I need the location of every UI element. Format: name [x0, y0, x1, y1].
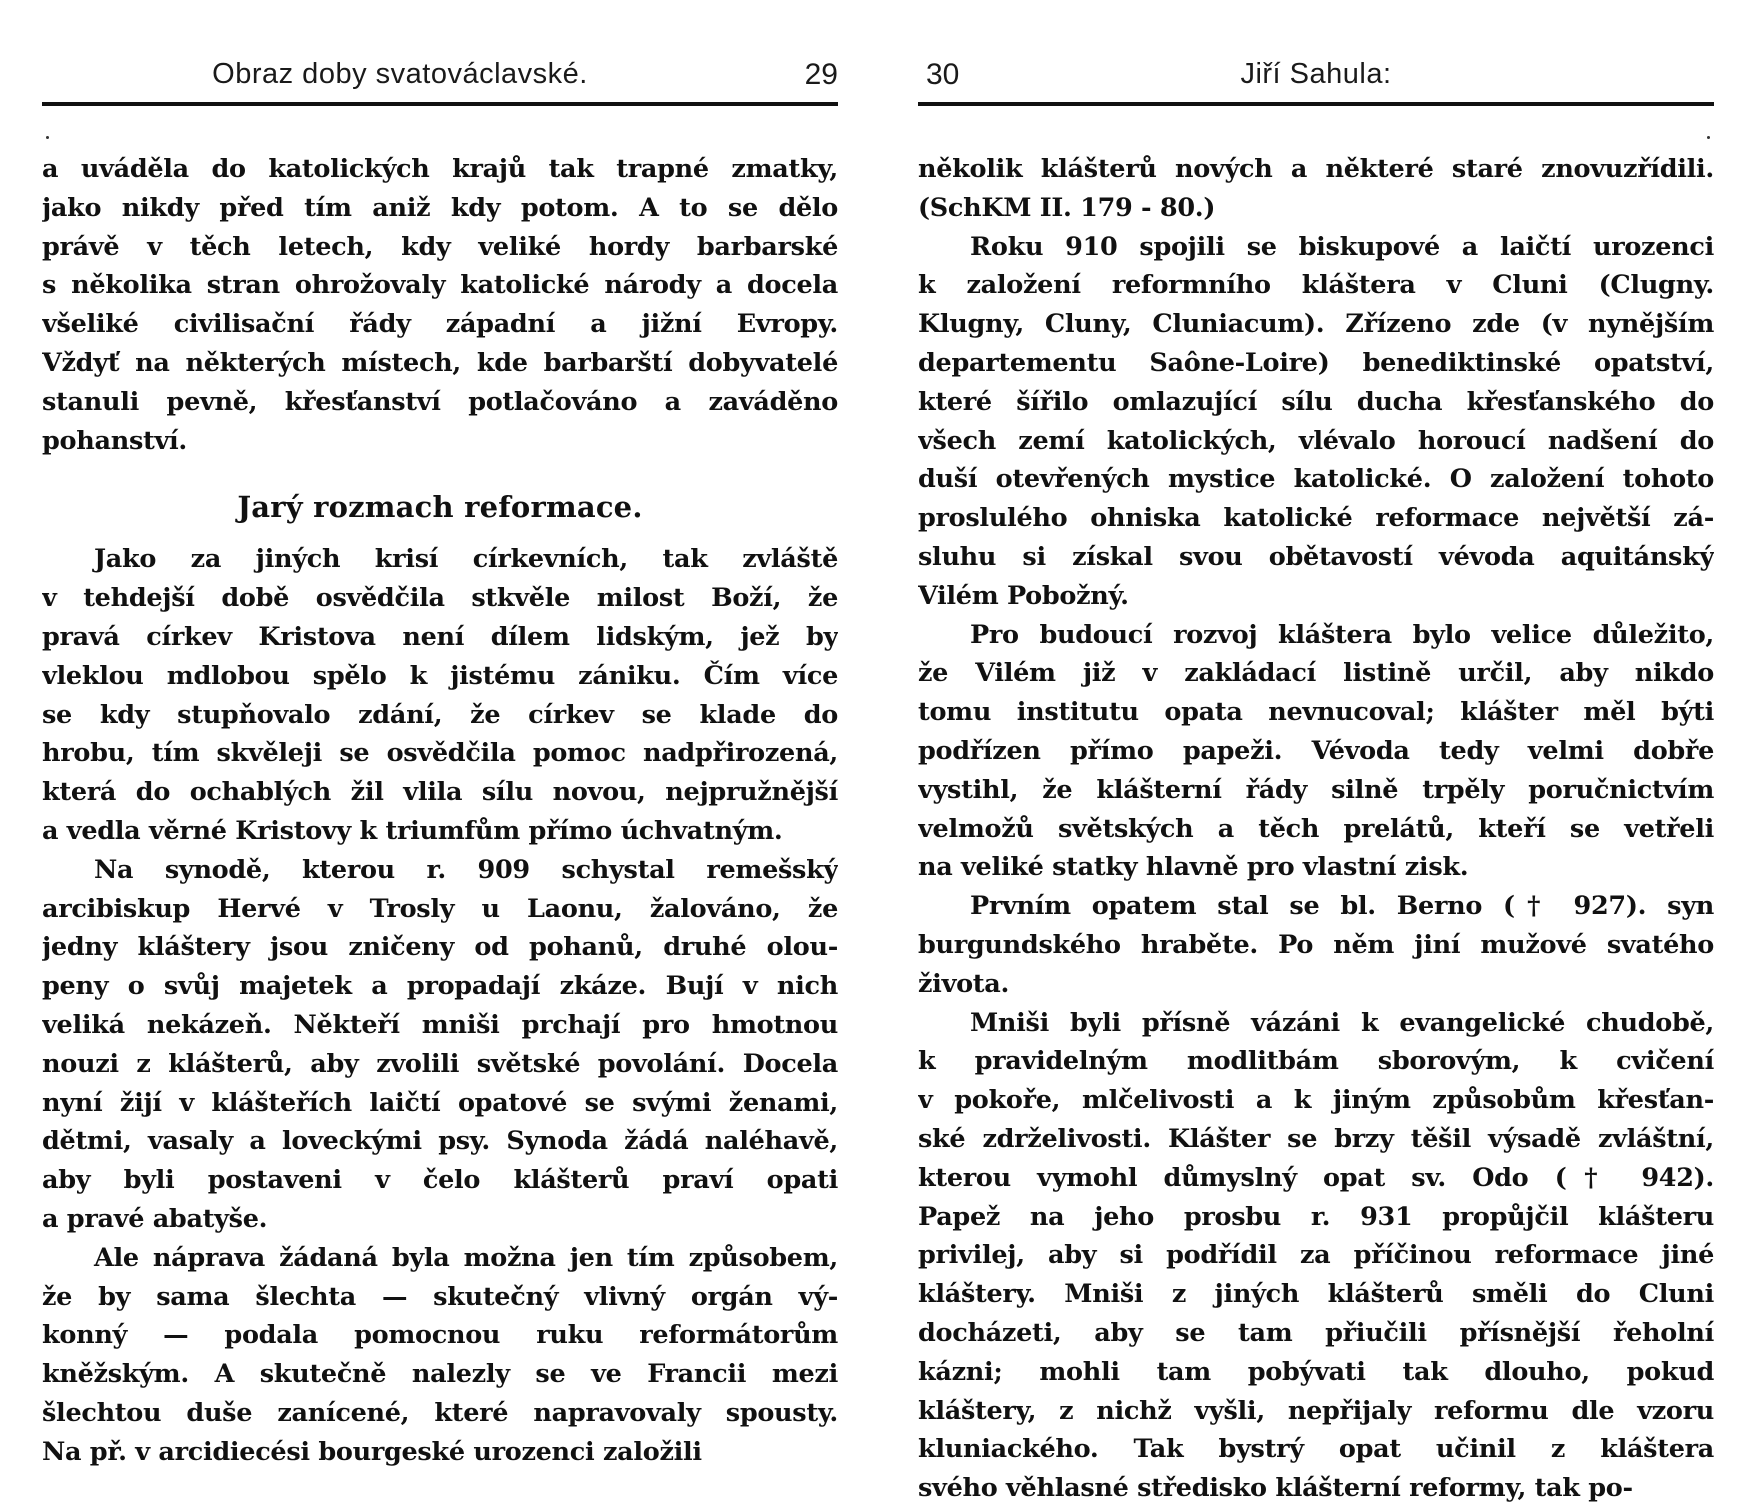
text-line: nyní žijí v klášteřích laičtí opatové se svými ženami,: [42, 1087, 838, 1118]
text-line: jako nikdy před tím aniž kdy potom. A to se dělo: [42, 192, 838, 223]
text-line: Jako za jiných krisí církevních, tak zvláště: [94, 544, 838, 575]
text-line: kterou vymohl důmyslný opat sv. Odo († 942).: [918, 1162, 1714, 1193]
text-line: na veliké statky hlavně pro vlastní zisk.: [918, 852, 1469, 883]
paragraph: [918, 616, 1714, 888]
text-line: konný — podala pomocnou ruku reformátorům: [42, 1320, 838, 1351]
running-head: [42, 58, 838, 98]
text-line: všech zemí katolických, vlévalo horoucí nadšení do: [918, 425, 1714, 456]
text-line: v pokoře, mlčelivosti a k jiným způsobům křesťan-: [918, 1085, 1714, 1116]
text-line: Klugny, Cluny, Cluniacum). Zřízeno zde (v nynějším: [918, 309, 1714, 340]
text-line: docházeti, aby se tam přiučili přísnější řeholní: [918, 1317, 1714, 1348]
text-line: kláštery. Mniši z jiných klášterů směli do Cluni: [918, 1279, 1714, 1310]
paragraph: [42, 540, 838, 850]
text-line: proslulého ohniska katolické reformace největší zá-: [918, 503, 1714, 534]
text-line: k pravidelným modlitbám sborovým, k cvičení: [918, 1046, 1714, 1077]
text-line: kázni; mohli tam pobývati tak dlouho, pokud: [918, 1356, 1714, 1387]
text-line: a uváděla do katolických krajů tak trapné zmatky,: [42, 154, 838, 184]
text-line: dětmi, vasaly a loveckými psy. Synoda žádá naléhavě,: [42, 1126, 838, 1157]
text-line: Pro budoucí rozvoj kláštera bylo velice důležito,: [970, 619, 1714, 650]
paragraph: [42, 1239, 838, 1472]
text-line: pravá církev Kristova není dílem lidským, jež by: [42, 621, 838, 652]
text-line: kluniackého. Tak bystrý opat učinil z kláštera: [918, 1434, 1714, 1465]
text-line: šlechtou duše zanícené, které napravovaly spousty.: [42, 1397, 838, 1428]
text-line: s několika stran ohrožovaly katolické národy a docela: [42, 270, 838, 301]
text-line: svého věhlasné středisko klášterní reformy, tak po-: [918, 1473, 1633, 1504]
section-heading: Jarý rozmach reformace.: [237, 490, 643, 525]
paragraph: [918, 228, 1714, 616]
text-line: duší otevřených mystice katolické. O založení tohoto: [918, 464, 1714, 495]
running-title: Obraz doby svatováclavské.: [212, 58, 588, 90]
text-line: a pravé abatyše.: [42, 1203, 268, 1234]
paragraph: [42, 150, 838, 460]
text-line: Ale náprava žádaná byla možna jen tím způsobem,: [94, 1242, 838, 1273]
page-body: [42, 150, 838, 1472]
text-line: že by sama šlechta — skutečný vlivný orgán vý-: [42, 1281, 838, 1312]
paragraph: [918, 1004, 1714, 1508]
header-rule: [918, 102, 1714, 106]
text-line: jedny kláštery jsou zničeny od pohanů, druhé olou-: [42, 932, 838, 963]
text-line: která do ochablých žil vlila sílu novou, nejpružnější: [42, 777, 838, 808]
text-line: se kdy stupňovalo zdání, že církev se klade do: [42, 699, 838, 730]
text-line: (SchKM II. 179 - 80.): [918, 192, 1216, 223]
page-number: 29: [804, 58, 838, 91]
page-number: 30: [926, 58, 960, 91]
text-line: Na synodě, kterou r. 909 schystal remešský: [94, 854, 838, 885]
text-line: všeliké civilisační řády západní a jižní Evropy.: [42, 309, 838, 340]
text-line: arcibiskup Hervé v Trosly u Laonu, žalováno, že: [42, 893, 838, 924]
text-line: nouzi z klášterů, aby zvolili světské povolání. Docela: [42, 1048, 838, 1079]
text-line: několik klášterů nových a některé staré znovuzřídili.: [918, 154, 1714, 184]
paragraph: [42, 851, 838, 1239]
text-line: že Vilém již v zakládací listině určil, aby nikdo: [918, 658, 1714, 689]
header-rule: [42, 102, 838, 106]
text-line: vleklou mdlobou spělo k jistému zániku. Čím více: [42, 660, 838, 691]
text-line: tomu institutu opata nevnucoval; klášter měl býti: [918, 697, 1714, 728]
running-head: [918, 58, 1714, 98]
text-line: peny o svůj majetek a propadají zkáze. Bují v nich: [42, 971, 838, 1002]
text-line: Mniši byli přísně vázáni k evangelické chudobě,: [970, 1007, 1714, 1038]
text-line: Papež na jeho prosbu r. 931 propůjčil klášteru: [918, 1201, 1714, 1232]
text-line: privilej, aby si podřídil za příčinou reformace jiné: [918, 1240, 1714, 1271]
text-line: departementu Saône-Loire) benediktinské opatství,: [918, 347, 1714, 378]
text-line: sluhu si získal svou obětavostí vévoda aquitánský: [918, 541, 1714, 572]
text-line: velmožů světských a těch prelátů, kteří se vetřeli: [918, 813, 1714, 844]
print-speck: [46, 136, 49, 139]
text-line: podřízen přímo papeži. Vévoda tedy velmi dobře: [918, 735, 1714, 766]
text-line: kláštery, z nichž vyšli, nepřijaly reformu dle vzoru: [918, 1395, 1714, 1426]
text-line: v tehdejší době osvědčila stkvěle milost Boží, že: [42, 583, 838, 614]
paragraph: [918, 887, 1714, 1003]
running-title: Jiří Sahula:: [1240, 58, 1392, 90]
text-line: stanuli pevně, křesťanství potlačováno a zaváděno: [42, 386, 838, 417]
text-line: hrobu, tím skvěleji se osvědčila pomoc nadpřirozená,: [42, 738, 838, 769]
print-speck: [1707, 136, 1710, 139]
paragraph: [918, 150, 1714, 228]
text-line: Roku 910 spojili se biskupové a laičtí urozenci: [970, 231, 1714, 262]
text-line: Vždyť na některých místech, kde barbarští dobyvatelé: [42, 347, 838, 378]
text-line: vystihl, že klášterní řády silně trpěly poručnictvím: [918, 774, 1714, 805]
text-line: ské zdrželivosti. Klášter se brzy těšil výsadě zvláštní,: [918, 1123, 1714, 1154]
text-line: života.: [918, 968, 1010, 999]
text-line: Vilém Pobožný.: [918, 580, 1129, 611]
page-body: [918, 150, 1714, 1508]
text-line: kněžským. A skutečně nalezly se ve Francii mezi: [42, 1359, 838, 1390]
text-line: burgundského hraběte. Po něm jiní mužové svatého: [918, 929, 1714, 960]
text-line: Na př. v arcidiecési bourgeské urozenci založili: [42, 1436, 702, 1467]
text-line: které šířilo omlazující sílu ducha křesťanského do: [918, 386, 1714, 417]
text-line: aby byli postaveni v čelo klášterů praví opati: [42, 1165, 838, 1196]
text-line: Prvním opatem stal se bl. Berno († 927). syn: [970, 891, 1714, 922]
text-line: pohanství.: [42, 425, 187, 456]
text-line: k založení reformního kláštera v Cluni (Clugny.: [918, 270, 1714, 301]
text-line: právě v těch letech, kdy veliké hordy barbarské: [42, 231, 838, 262]
text-line: veliká nekázeň. Někteří mniši prchají pro hmotnou: [42, 1009, 838, 1040]
text-line: a vedla věrné Kristovy k triumfům přímo úchvatným.: [42, 815, 783, 846]
